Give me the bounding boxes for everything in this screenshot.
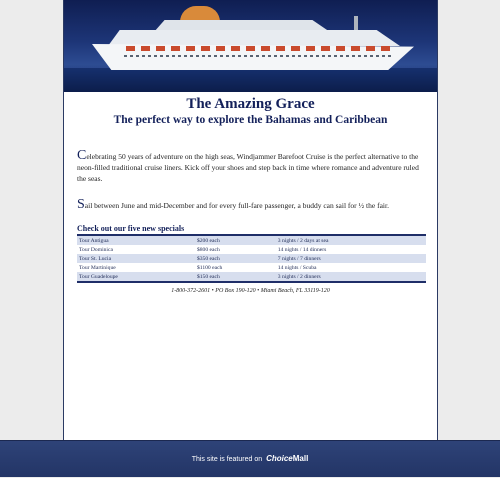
- details-cell: 3 nights / 2 dinners: [276, 272, 426, 282]
- table-row: [77, 254, 426, 263]
- choicemall-logo-mall[interactable]: Mall: [292, 454, 309, 463]
- details-cell: 14 nights / 14 dinners: [276, 245, 426, 254]
- offer-paragraph: [77, 197, 424, 213]
- price-cell: $200 each: [195, 235, 276, 245]
- table-row: [77, 272, 426, 282]
- tour-name-cell: Tour Antigua: [77, 235, 195, 245]
- ship-funnel: [354, 16, 358, 32]
- intro-text: elebrating 50 years of adventure on the high seas, Windjammer Barefoot Cruise is the perfect alternative to the neon-filled traditional cruise liners. Kick off your shoes and step back in time where romance and adventure ruled the seas.: [77, 152, 419, 183]
- cruise-ship-banner: [64, 0, 437, 92]
- tour-name-cell: Tour Guadeloupe: [77, 272, 195, 282]
- lifeboats: [126, 46, 394, 51]
- content-panel: [63, 0, 438, 440]
- table-row: [77, 245, 426, 254]
- table-row: [77, 235, 426, 245]
- price-cell: $350 each: [195, 254, 276, 263]
- sea: [64, 68, 437, 92]
- price-cell: $1100 each: [195, 263, 276, 272]
- contact-info: 1-800-372-2601 • PO Box 190-120 • Miami Beach, FL 33119-120: [171, 288, 330, 295]
- price-cell: $800 each: [195, 245, 276, 254]
- drop-cap: C: [77, 148, 87, 163]
- details-cell: 14 nights / Scuba: [276, 263, 426, 272]
- ship-windows: [124, 55, 394, 57]
- ship-dome: [180, 6, 220, 22]
- specials-table: [77, 234, 426, 283]
- details-cell: 3 nights / 2 days at sea: [276, 235, 426, 245]
- page-subtitle: The perfect way to explore the Bahamas and Caribbean: [113, 114, 388, 126]
- footer-bar: [0, 440, 500, 477]
- tour-name-cell: Tour Martinique: [77, 263, 195, 272]
- specials-heading: Check out our five new specials: [77, 224, 185, 234]
- offer-text: ail between June and mid-December and for every full-fare passenger, a buddy can sail for ½ the fair.: [84, 201, 389, 211]
- drop-cap: S: [77, 197, 85, 213]
- ship-deck: [108, 30, 400, 46]
- tour-name-cell: Tour St. Lucia: [77, 254, 195, 263]
- table-row: [77, 263, 426, 272]
- details-cell: 7 nights / 7 dinners: [276, 254, 426, 263]
- price-cell: $150 each: [195, 272, 276, 282]
- footer-text: This site is featured on: [191, 456, 263, 463]
- choicemall-logo-choice[interactable]: Choice: [266, 454, 293, 463]
- intro-paragraph: [77, 148, 424, 184]
- page-title: The Amazing Grace: [186, 96, 315, 112]
- tour-name-cell: Tour Dominica: [77, 245, 195, 254]
